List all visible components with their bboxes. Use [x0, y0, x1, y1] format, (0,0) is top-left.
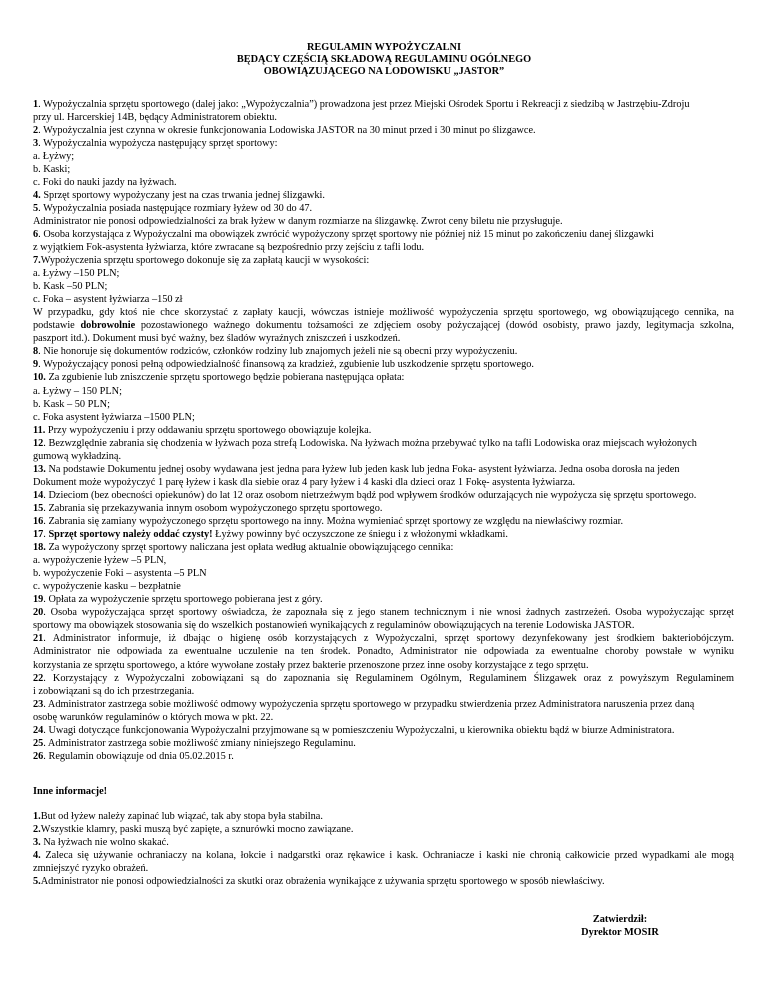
rule-12-cont: gumową wykładziną. [33, 450, 122, 462]
rule-3-item-c: c. Foki do nauki jazdy na łyżwach. [33, 176, 177, 188]
signature-line-2: Dyrektor MOSIR [581, 927, 659, 938]
rule-25: 25. Administrator zastrzega sobie możliwość zmiany niniejszego Regulaminu. [33, 737, 356, 749]
rule-7-note-3: paszport itd.). Dokument musi być ważny, bez śladów wyraźnych zniszczeń i uszkodzeń. [33, 333, 401, 345]
info-1 [33, 810, 734, 823]
rule-23-cont: osobę warunków regulaminów o których mowa w pkt. 22. [33, 711, 274, 723]
rule-number: 18. [33, 542, 46, 554]
rule-number: 1 [33, 98, 39, 110]
info-heading: Inne informacje! [33, 785, 108, 797]
rule-number: 25 [33, 737, 44, 749]
rule-5: 5. Wypożyczalnia posiada następujące rozmiary łyżew od 30 do 47. [33, 202, 313, 214]
rule-number: 11. [33, 424, 46, 436]
rule-10-item-b: b. Kask – 50 PLN; [33, 398, 110, 410]
rule-10-item-a: a. Łyżwy – 150 PLN; [33, 385, 122, 397]
info-2 [33, 823, 734, 836]
rule-2: 2. Wypożyczalnia jest czynna w okresie funkcjonowania Lodowiska JASTOR na 30 minut przed i 30 minut po ślizgawce. [33, 124, 536, 136]
rule-18 [33, 541, 734, 554]
rule-7-item-c: c. Foka – asystent łyżwiarza –150 zł [33, 294, 183, 306]
spacer [33, 798, 734, 810]
rule-21-cont-1: Administrator nie odpowiada za ewentualne uczulenie na ten środek. Ponadto, Administrator nie odpowiada za ewentualne choroby powstałe w wyniku [33, 646, 734, 658]
rule-4 [33, 189, 734, 202]
rule-7-item-b: b. Kask –50 PLN; [33, 281, 108, 293]
rule-text: Uwagi dotyczące funkcjonowania Wypożyczalni przyjmowane są w pomieszczeniu Wypożyczalni, u kierownika obiektu bądź w biurze Administratora. [48, 724, 675, 736]
rule-17: 17. Sprzęt sportowy należy oddać czysty! Łyżwy powinny być oczyszczone ze śniegu i z włożonymi wkładkami. [33, 529, 508, 541]
rule-number: 16 [33, 516, 44, 527]
rule-text: Wypożyczenia sprzętu sportowego dokonuje się za zapłatą kaucji w wysokości: [40, 255, 370, 267]
info-text: Wszystkie klamry, paski muszą być zapięte, a sznurówki mocno zawiązane. [40, 823, 354, 835]
rule-text: Zabrania się przekazywania innym osobom wypożyczonego sprzętu sportowego. [48, 502, 383, 514]
rule-number: 20 [33, 607, 44, 619]
rule-20-cont: sportowy ma obowiązek stosowania się do wszelkich postanowień wynikających z regulaminów obowiązujących na terenie Lodowiska JASTOR. [33, 620, 635, 632]
rule-text: Korzystający z Wypożyczalni zobowiązani są do zapoznania się Regulaminem Ogólnym, Regulaminem Ślizgawek oraz z powyższym Regulaminem [52, 672, 734, 684]
rule-text: Łyżwy powinny być oczyszczone ze śniegu i z włożonymi wkładkami. [212, 529, 508, 541]
rule-21: 21. Administrator informuje, iż dbając o higienę osób korzystających z Wypożyczalni, sprzęt sportowy dezynfekowany jest środkiem bakteriobójczym. [33, 633, 734, 645]
rule-18-item-a: a. wypożyczenie łyżew –5 PLN, [33, 555, 167, 567]
rule-text: Zabrania się zamiany wypożyczonego sprzętu sportowego na inny. Można wymieniać sprzęt sportowy ze względu na niewłaściwy rozmiar. [48, 516, 624, 527]
rule-7-note-1: W przypadku, gdy ktoś nie chce skorzystać z zapłaty kaucji, wówczas istnieje możliwość wypożyczenia sprzętu sportowego, wg obowiązującego cennika, na [33, 307, 734, 319]
rule-7-note-2 [33, 319, 734, 332]
rule-7 [33, 254, 734, 267]
rule-text: Za wypożyczony sprzęt sportowy naliczana jest opłata według aktualnie obowiązującego cennika: [48, 542, 454, 554]
info-number: 1. [33, 810, 41, 822]
rule-number: 26 [33, 750, 44, 762]
rule-text: Wypożyczalnia sprzętu sportowego (dalej jako: „Wypożyczalnia”) prowadzona jest przez Miejski Ośrodek Sportu i Rekreacji z siedzibą w Jastrzębiu-Zdroju [43, 98, 690, 110]
rule-number: 15 [33, 502, 44, 514]
rule-15: 15. Zabrania się przekazywania innym osobom wypożyczonego sprzętu sportowego. [33, 502, 383, 514]
rule-text: Regulamin obowiązuje od dnia 05.02.2015 r. [48, 750, 234, 762]
rule-text: Przy wypożyczeniu i przy oddawaniu sprzętu sportowego obowiązuje kolejka. [47, 424, 372, 436]
rule-20: 20. Osoba wypożyczająca sprzęt sportowy oświadcza, że zapoznała się z jego stanem technicznym i nie wnosi żadnych zastrzeżeń. Osoba wypożyczając sprzęt [33, 607, 734, 619]
rule-13 [33, 463, 734, 476]
rule-number: 22 [33, 672, 44, 684]
rule-24: 24. Uwagi dotyczące funkcjonowania Wypożyczalni przyjmowane są w pomieszczeniu Wypożyczalni, u kierownika obiektu bądź w biurze Administratora. [33, 724, 675, 736]
rule-3-item-b: b. Kaski; [33, 163, 71, 175]
rule-text: pozostawionego ważnego dokumentu tożsamości ze zdjęciem osoby pożyczającej (dowód osobisty, prawo jazdy, legitymacja szkolna, [135, 320, 734, 332]
rule-10 [33, 371, 734, 384]
info-number: 4. [33, 850, 41, 862]
info-text: But od łyżew należy zapinać lub wiązać, tak aby stopa była stabilna. [40, 810, 323, 822]
rule-number: 3 [33, 137, 39, 149]
rule-11 [33, 424, 734, 437]
rule-text: Osoba korzystająca z Wypożyczalni ma obowiązek zwrócić wypożyczony sprzęt sportowy nie później niż 15 minut po zakończeniu danej ślizgawki [43, 228, 654, 240]
rule-text: Sprzęt sportowy wypożyczany jest na czas trwania jednej ślizgawki. [43, 189, 325, 201]
rule-text: Wypożyczający ponosi pełną odpowiedzialność finansową za kradzież, zgubienie lub uszkodzenie sprzętu sportowego. [43, 359, 535, 371]
rule-text: Wypożyczalnia posiada następujące rozmiary łyżew od 30 do 47. [43, 202, 313, 214]
rule-number: 6 [33, 228, 39, 240]
rule-6: 6. Osoba korzystająca z Wypożyczalni ma obowiązek zwrócić wypożyczony sprzęt sportowy nie później niż 15 minut po zakończeniu danej ślizgawki [33, 228, 654, 240]
rule-22-cont: i zobowiązani są do ich przestrzegania. [33, 685, 195, 697]
info-4 [33, 849, 734, 862]
rule-number: 17 [33, 529, 44, 541]
rule-16: 16. Zabrania się zamiany wypożyczonego sprzętu sportowego na inny. Można wymieniać sprzęt sportowy ze względu na niewłaściwy rozmiar. [33, 516, 624, 527]
bold-text: dobrowolnie [80, 320, 136, 332]
rule-number: 5 [33, 202, 39, 214]
title-line-1: REGULAMIN WYPOŻYCZALNI [307, 42, 461, 53]
rule-text: Za zgubienie lub zniszczenie sprzętu sportowego będzie pobierana następująca opłata: [48, 372, 405, 384]
rule-number: 19 [33, 594, 44, 606]
document-title [0, 42, 768, 79]
rule-text: Administrator zastrzega sobie możliwość zmiany niniejszego Regulaminu. [47, 737, 356, 749]
rule-5-cont: Administrator nie ponosi odpowiedzialności za brak łyżew w danym rozmiarze na ślizgawkę. Zwrot ceny biletu nie przysługuje. [33, 215, 563, 227]
info-text: Administrator nie ponosi odpowiedzialności za skutki oraz obrażenia wynikające z używania sprzętu sportowego w sposób niewłaściwy. [40, 876, 605, 888]
rule-number: 7. [33, 255, 41, 267]
rule-number: 14 [33, 489, 44, 501]
info-number: 5. [33, 876, 41, 888]
rule-26: 26. Regulamin obowiązuje od dnia 05.02.2015 r. [33, 750, 234, 762]
info-text: Na łyżwach nie wolno skakać. [43, 837, 169, 849]
rule-text: podstawie [33, 320, 81, 332]
rule-13-cont: Dokument może wypożyczyć 1 parę łyżew i kask dla siebie oraz 4 pary łyżew i 4 kaski dla dzieci oraz 1 Fokę- asystenta łyżwiarza. [33, 476, 576, 488]
rule-text: Wypożyczalnia wypożycza następujący sprzęt sportowy: [43, 137, 278, 149]
rule-19: 19. Opłata za wypożyczenie sprzętu sportowego pobierana jest z góry. [33, 594, 323, 606]
rule-text: Administrator informuje, iż dbając o higienę osób korzystających z Wypożyczalni, sprzęt sportowy dezynfekowany jest środkiem bakteriobójczym. [52, 633, 734, 645]
info-text: Zaleca się używanie ochraniaczy na kolana, łokcie i nadgarstki oraz rękawice i kask. Ochraniacze i kaski nie chronią całkowicie przed wypadkami ale mogą [45, 850, 734, 862]
rule-12: 12. Bezwzględnie zabrania się chodzenia w łyżwach poza strefą Lodowiska. Na łyżwach można przebywać tylko na tafli Lodowiska oraz miejscach wyłożonych [33, 437, 697, 449]
rule-text: Dzieciom (bez obecności opiekunów) do lat 12 oraz osobom nietrzeźwym bądź pod wpływem środków odurzających nie wypożycza się sprzętu sportowego. [48, 489, 697, 501]
spacer [33, 763, 734, 785]
rule-18-item-c: c. wypożyczenie kasku – bezpłatnie [33, 581, 181, 593]
rule-1-cont: przy ul. Harcerskiej 14B, będący Administratorem obiektu. [33, 111, 277, 123]
rule-text: Nie honoruje się dokumentów rodziców, członków rodziny lub znajomych jeżeli nie są obecni przy wypożyczeniu. [43, 346, 518, 358]
info-5 [33, 875, 734, 888]
rule-text: Opłata za wypożyczenie sprzętu sportowego pobierana jest z góry. [48, 594, 323, 606]
rule-21-cont-2: korzystania ze sprzętu sportowego, a które wywołane zostały przez bakterie przenoszone przez inne osoby korzystające z tego sprzętu. [33, 659, 589, 671]
signature-line-1: Zatwierdził: [592, 914, 648, 925]
title-line-3: OBOWIĄZUJĄCEGO NA LODOWISKU „JASTOR” [263, 66, 505, 78]
rule-23: 23. Administrator zastrzega sobie możliwość odmowy wypożyczenia sprzętu sportowego w przypadku stwierdzenia przez Administratora naruszenia przez daną [33, 698, 695, 710]
rule-1: 1. Wypożyczalnia sprzętu sportowego (dalej jako: „Wypożyczalnia”) prowadzona jest przez Miejski Ośrodek Sportu i Rekreacji z siedzibą w Jastrzębiu-Zdroju [33, 98, 690, 110]
signature-block [510, 913, 730, 939]
rule-number: 13. [33, 463, 46, 475]
info-4-cont: zmniejszyć ryzyko obrażeń. [33, 863, 149, 875]
info-3 [33, 836, 734, 849]
rule-14: 14. Dzieciom (bez obecności opiekunów) do lat 12 oraz osobom nietrzeźwym bądź pod wpływem środków odurzających nie wypożycza się sprzętu sportowego. [33, 489, 697, 501]
rule-number: 4. [33, 189, 41, 201]
rule-number: 9 [33, 359, 39, 371]
rule-10-item-c: c. Foka asystent łyżwiarza –1500 PLN; [33, 411, 195, 423]
rule-text: Bezwzględnie zabrania się chodzenia w łyżwach poza strefą Lodowiska. Na łyżwach można przebywać tylko na tafli Lodowiska oraz miejscach wyłożonych [48, 437, 697, 449]
rule-text: Administrator zastrzega sobie możliwość odmowy wypożyczenia sprzętu sportowego w przypadku stwierdzenia przez Administratora naruszenia przez daną [47, 698, 695, 710]
rule-text: Wypożyczalnia jest czynna w okresie funkcjonowania Lodowiska JASTOR na 30 minut przed i 30 minut po ślizgawce. [43, 124, 536, 136]
rule-3: 3. Wypożyczalnia wypożycza następujący sprzęt sportowy: [33, 137, 278, 149]
info-number: 2. [33, 823, 41, 835]
document-body [33, 98, 734, 889]
rule-3-item-a: a. Łyżwy; [33, 150, 75, 162]
rule-number: 8 [33, 346, 39, 358]
rule-7-item-a: a. Łyżwy –150 PLN; [33, 268, 120, 280]
rule-6-cont: z wyjątkiem Fok-asystenta łyżwiarza, które zwracane są bezpośrednio przy zejściu z tafli lodu. [33, 242, 425, 254]
rule-22: 22. Korzystający z Wypożyczalni zobowiązani są do zapoznania się Regulaminem Ogólnym, Regulaminem Ślizgawek oraz z powyższym Regulaminem [33, 672, 734, 684]
rule-number: 23 [33, 698, 44, 710]
rule-number: 24 [33, 724, 44, 736]
rule-9: 9. Wypożyczający ponosi pełną odpowiedzialność finansową za kradzież, zgubienie lub uszkodzenie sprzętu sportowego. [33, 359, 535, 371]
rule-number: 10. [33, 372, 46, 384]
rule-number: 12 [33, 437, 44, 449]
rule-18-item-b: b. wypożyczenie Foki – asystenta –5 PLN [33, 568, 207, 580]
rule-number: 21 [33, 633, 44, 645]
info-number: 3. [33, 837, 41, 849]
title-line-2: BĘDĄCY CZĘŚCIĄ SKŁADOWĄ REGULAMINU OGÓLNEGO [236, 54, 532, 66]
bold-text: Sprzęt sportowy należy oddać czysty! [48, 529, 213, 541]
rule-8: 8. Nie honoruje się dokumentów rodziców, członków rodziny lub znajomych jeżeli nie są obecni przy wypożyczeniu. [33, 346, 518, 358]
rule-number: 2 [33, 124, 39, 136]
rule-text: Osoba wypożyczająca sprzęt sportowy oświadcza, że zapoznała się z jego stanem technicznym i nie wnosi żadnych zastrzeżeń. Osoba wypożyczając sprzęt [50, 607, 734, 619]
rule-text: Na podstawie Dokumentu jednej osoby wydawana jest jedna para łyżew lub jeden kask lub jedna Foka- asystent łyżwiarza. Jedna osoba dorosła na jeden [48, 463, 680, 475]
